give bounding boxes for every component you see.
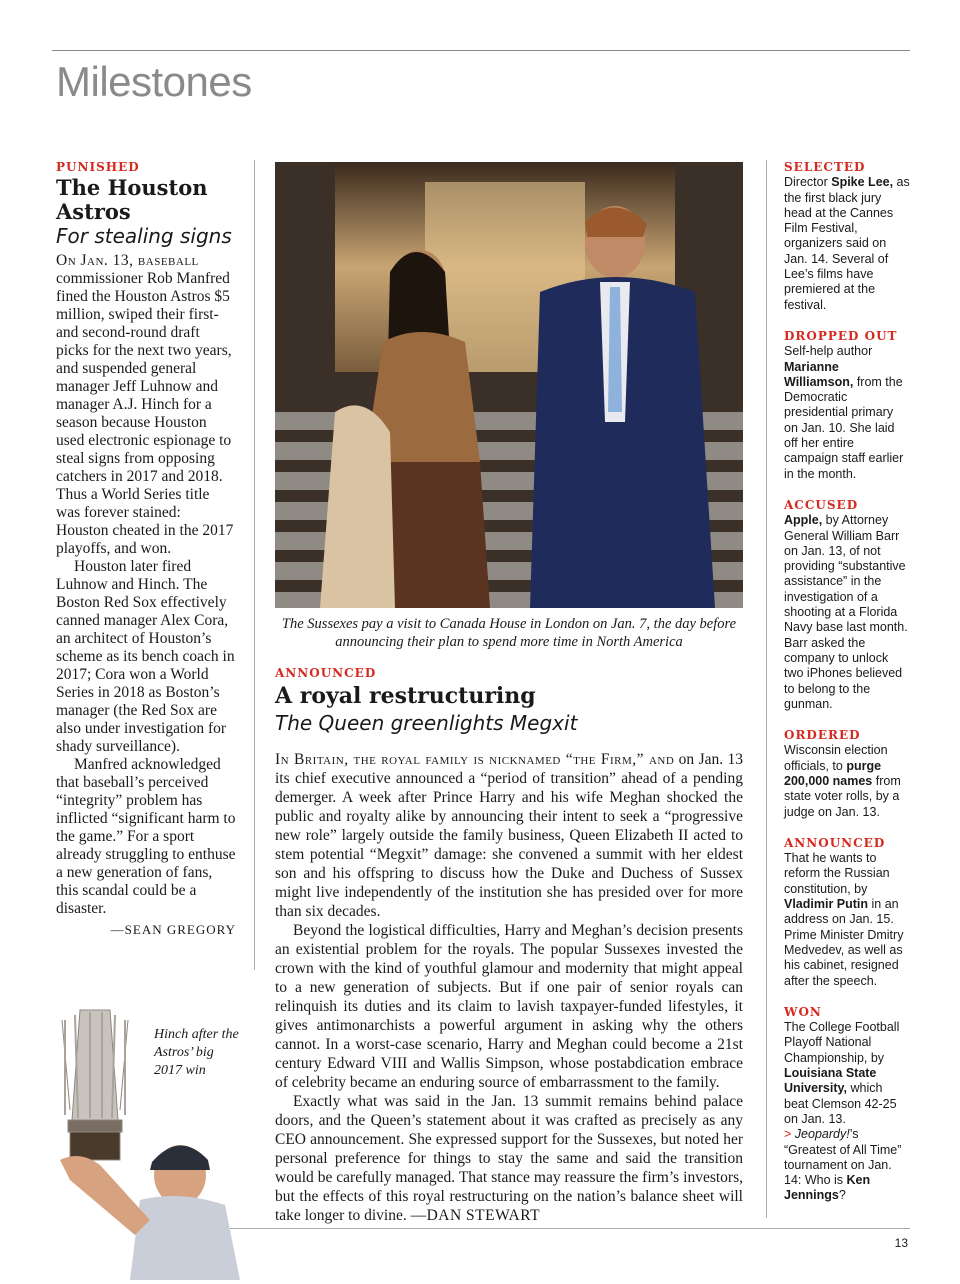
center-dek: The Queen greenlights Megxit (275, 711, 578, 735)
sussexes-photo (275, 162, 743, 608)
sidebar-text: Wisconsin election officials, to (784, 743, 888, 773)
hinch-caption: Hinch after the Astros’ big 2017 win (154, 1027, 239, 1078)
center-article (275, 666, 743, 1225)
center-kicker: ANNOUNCED (275, 666, 377, 680)
column-divider-right (766, 160, 767, 1218)
sidebar-item-won (784, 1005, 910, 1204)
sidebar-item-selected (784, 160, 910, 313)
left-lead-in: On Jan. 13, baseball (56, 252, 199, 269)
sidebar-text: from state voter rolls, by a judge on Jan. 13. (784, 773, 901, 819)
sidebar-text: ? (838, 1188, 846, 1203)
sidebar-text: as the first black jury head at the Cannes Film Festival, organizers said on Jan. 14. Several of Lee’s films have premiered at the festival. (784, 175, 910, 312)
sidebar-kicker: ORDERED (784, 728, 861, 743)
left-headline: The Houston Astros (56, 175, 208, 224)
photo-caption: The Sussexes pay a visit to Canada House in London on Jan. 7, the day before announcing their plan to spend more time in North America (281, 616, 737, 650)
left-body (56, 252, 236, 918)
sidebar-kicker: ANNOUNCED (784, 835, 886, 850)
sidebar-item-ordered (784, 728, 910, 820)
center-byline: —DAN STEWART (410, 1207, 541, 1224)
top-rule (52, 50, 910, 51)
left-paragraph-1 (56, 252, 236, 558)
sidebar-text: from the Democratic presidential primary on Jan. 10. She laid off her entire campaign staff earlier in the month. (784, 374, 904, 481)
arrow-icon: > (784, 1127, 792, 1142)
sidebar-text: The College Football Playoff National Championship, by (784, 1020, 900, 1065)
sidebar-kicker: WON (784, 1004, 822, 1019)
center-paragraph-2: Beyond the logistical difficulties, Harry and Meghan’s decision presents an existential problem for the royals. The popular Sussexes invested the crown with the kind of youthful glamour and modernity that might appeal to a new generation of subjects. But if one pair of senior royals can relinquish its duties and its claim to lavish taxpayer-funded lifestyles, it gives antimonarchists a powerful argument in asking why the others cannot. In a worst-case scenario, Harry and Meghan could become a 21st century Edward VIII and Wallis Simpson, whose postabdication embrace of celebrity became an enduring source of embarrassment to the family. (275, 922, 743, 1091)
sidebar-text: by Attorney General William Barr on Jan. 13, of not providing “substantive assistance” in the investigation of a shooting at a Florida Navy base last month. Barr asked the company to unlock two iPhones believed to belong to the gunman. (784, 513, 908, 711)
bottom-rule (230, 1228, 910, 1229)
section-title: Milestones (56, 58, 252, 105)
sidebar-text: That he wants to reform the Russian constitution, by (784, 851, 890, 896)
sidebar-bold-name: Ken Jennings (784, 1173, 871, 1203)
sidebar-bold-name: Vladimir Putin (784, 897, 869, 912)
sidebar-kicker: DROPPED OUT (784, 328, 898, 343)
sidebar-bold-name: Spike Lee, (831, 175, 894, 190)
sidebar-text: Self-help author (784, 344, 873, 359)
sidebar-text: which beat Clemson 42-25 on Jan. 13. (784, 1081, 897, 1126)
center-paragraph-3 (275, 1092, 743, 1225)
left-dek: For stealing signs (56, 224, 232, 248)
sidebar-text: in an address on Jan. 15. Prime Minister Dmitry Medvedev, as well as his cabinet, resigned after the speech. (784, 897, 904, 988)
sidebar-text: Director (784, 175, 832, 190)
left-article (56, 160, 236, 938)
sidebar-bold-name: Apple, (784, 513, 823, 528)
jeopardy-title: Jeopardy! (794, 1127, 850, 1142)
sidebar-text: ’s “Greatest of All Time” tournament on Jan. 14: Who is (784, 1127, 902, 1188)
sidebar-item-accused (784, 498, 910, 712)
left-paragraph-2: Houston later fired Luhnow and Hinch. The Boston Red Sox effectively canned manager Alex Cora, an architect of Houston’s scheme as its bench coach in 2017; Cora won a World Series in 2018 as Boston’s manager (the Red Sox are also under investigation for shady surveillance). (56, 558, 235, 755)
milestones-sidebar (784, 160, 910, 1220)
sidebar-bold-name: Louisiana State University, (784, 1066, 877, 1096)
center-body (275, 750, 743, 1225)
sussexes-photo-illustration (275, 162, 743, 608)
center-p1-text: on Jan. 13 its chief executive announced a “period of transition” ahead of a pending demerger. A week after Prince Harry and his wife Meghan shocked the public and royalty alike by announcing their intent to seek a “progressive new role” largely outside the family business, Queen Elizabeth II acted to stem potential “Megxit” damage: she convened a summit with her eldest son and his offspring to discuss how the Duke and Duchess of Sussex might live independently of the institution she has presided over for more than six decades. (275, 751, 743, 920)
left-p1-text: commissioner Rob Manfred fined the Houston Astros $5 million, swiped their first- and second-round draft picks for the next two years, and suspended general manager Jeff Luhnow and manager A.J. Hinch for a season because Houston used electronic espionage to steal signs from opposing catchers in 2017 and 2018. Thus a World Series title was forever stained: Houston cheated in the 2017 playoffs, and won. (56, 270, 234, 557)
center-headline: A royal restructuring (275, 683, 536, 709)
center-lead-in: In Britain, the royal family is nicknamed “the Firm,” and (275, 751, 675, 768)
page-number: 13 (894, 1236, 908, 1250)
column-divider-left (254, 160, 255, 970)
sidebar-bold-name: purge 200,000 names (784, 758, 882, 788)
sidebar-kicker: SELECTED (784, 160, 866, 174)
sidebar-item-dropped-out (784, 329, 910, 482)
sidebar-kicker: ACCUSED (784, 497, 859, 512)
sidebar-bold-name: Marianne Williamson, (784, 359, 854, 389)
left-paragraph-3: Manfred acknowledged that baseball’s perceived “integrity” problem has inflicted “significant harm to the game.” For a sport already struggling to enthuse a new generation of fans, this scandal could be a disaster. (56, 756, 236, 917)
center-p3-text: Exactly what was said in the Jan. 13 summit remains behind palace doors, and the Queen’s statement about it was crafted as precisely as any CEO announcement. She expressed support for the Sussexes, but noted her personal preference for things to stay the same and said the transition would be carefully managed. That stance may reassure the firm’s investors, but the effects of this royal restructuring on the nation’s balance sheet will take longer to divine. (275, 1093, 743, 1224)
sidebar-item-announced (784, 836, 910, 989)
left-kicker: PUNISHED (56, 160, 140, 174)
center-paragraph-1 (275, 750, 743, 921)
left-byline: —SEAN GREGORY (110, 922, 236, 937)
